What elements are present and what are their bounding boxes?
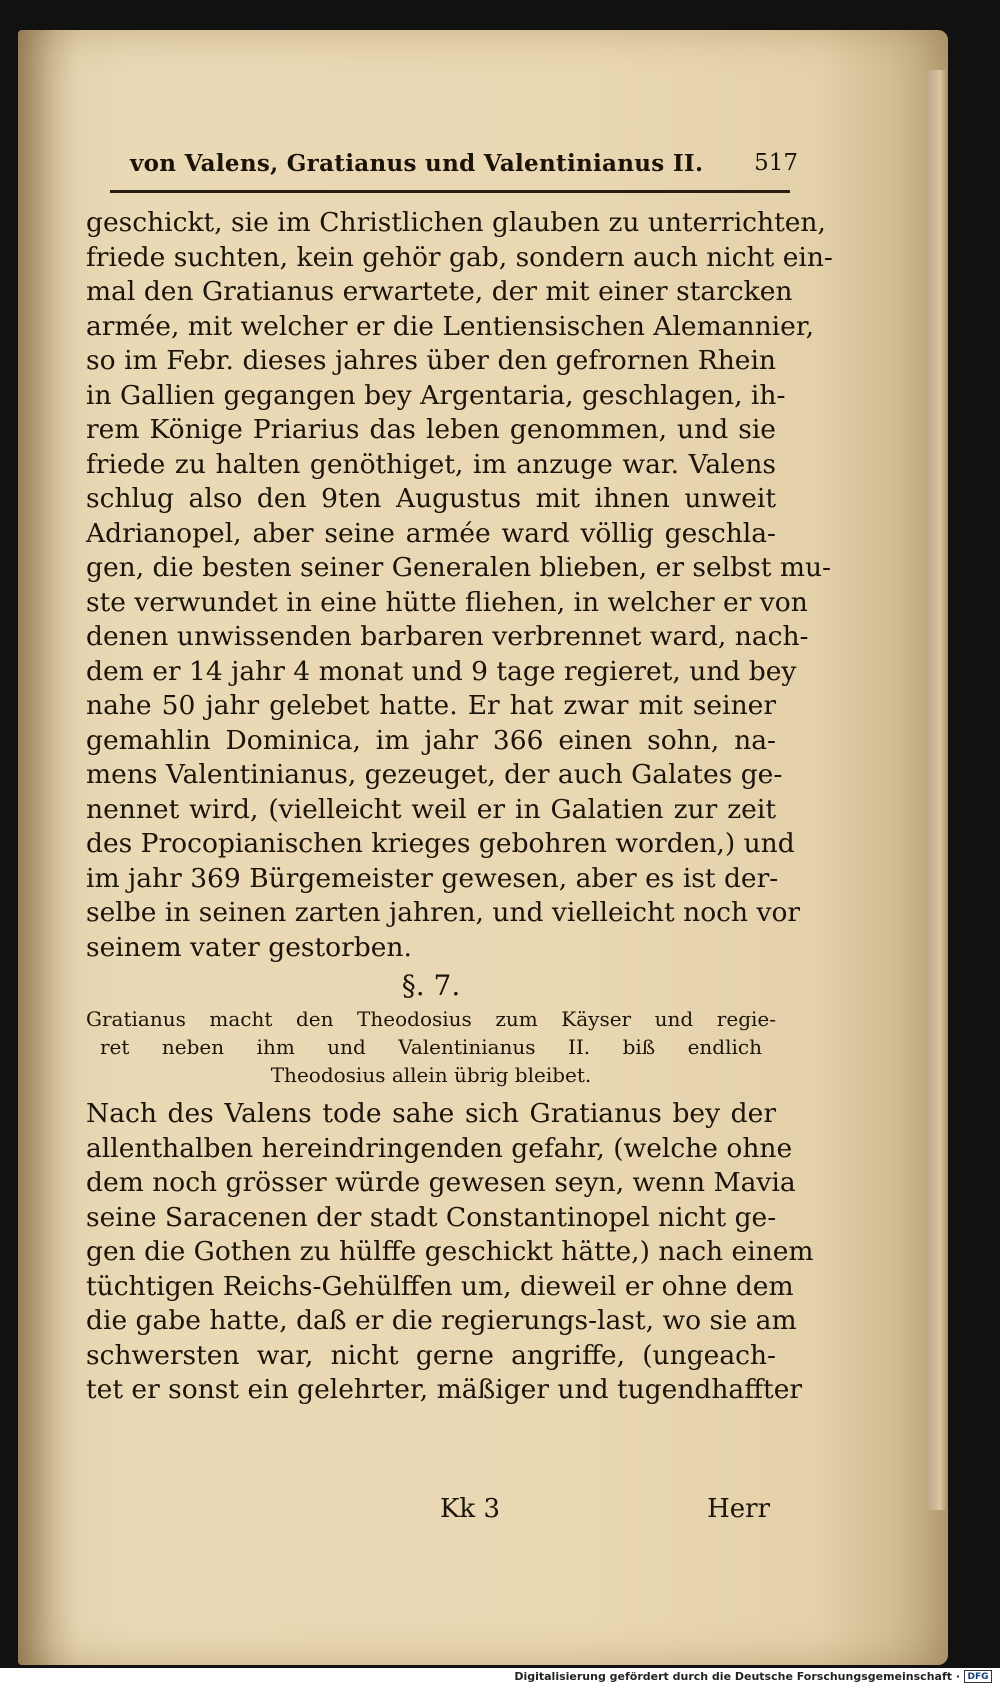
credit-bar [0, 1668, 1000, 1687]
text-line: tüchtigen Reichs-Gehülffen um, dieweil er ohne dem [86, 1270, 794, 1302]
text-line: schwersten war, nicht gerne angriffe, (ungeach- [86, 1339, 776, 1371]
book-page [18, 30, 948, 1665]
text-line: seine Saracenen der stadt Constantinopel nicht ge- [86, 1201, 777, 1233]
text-line: so im Febr. dieses jahres über den gefrornen Rhein [86, 345, 776, 376]
section-summary-line: Gratianus macht den Theodosius zum Käyser und regie- [86, 1007, 776, 1031]
text-line: mal den Gratianus erwartete, der mit einer starcken [86, 276, 793, 307]
text-line: dem er 14 jahr 4 monat und 9 tage regieret, und bey [86, 655, 797, 687]
page-number: 517 [754, 150, 798, 176]
text-line: gen, die besten seiner Generalen blieben, er selbst mu- [86, 552, 831, 583]
text-line: die gabe hatte, daß er die regierungs-last, wo sie am [86, 1305, 797, 1336]
text-line: Nach des Valens tode sahe sich Gratianus bey der [86, 1098, 776, 1129]
page-edge [928, 70, 948, 1510]
text-line: nahe 50 jahr gelebet hatte. Er hat zwar mit seiner [86, 690, 776, 721]
catchword: Herr [707, 1494, 770, 1524]
text-line: im jahr 369 Bürgemeister gewesen, aber es ist der- [86, 862, 779, 894]
text-line: friede zu halten genöthiget, im anzuge war. Valens [86, 448, 776, 480]
text-block [86, 206, 833, 1408]
gutter-shadow [18, 30, 78, 1665]
text-line: armée, mit welcher er die Lentiensischen Alemannier, [86, 310, 814, 342]
text-line: tet er sonst ein gelehrter, mäßiger und tugendhaffter [86, 1374, 803, 1405]
text-line: allenthalben hereindringenden gefahr, (welche ohne [86, 1132, 793, 1164]
text-line: seinem vater gestorben. [86, 931, 412, 963]
credit-text: Digitalisierung gefördert durch die Deutsche Forschungsgemeinschaft · [514, 1670, 960, 1683]
text-line: nennet wird, (vielleicht weil er in Galatien zur zeit [86, 793, 776, 825]
section-summary-line: ret neben ihm und Valentinianus II. biß endlich [100, 1035, 762, 1059]
text-line: geschickt, sie im Christlichen glauben zu unterrichten, [86, 207, 826, 238]
paragraph-continued [86, 206, 833, 965]
section-summary-line: Theodosius allein übrig bleibet. [270, 1063, 592, 1087]
text-line: mens Valentinianus, gezeuget, der auch Galates ge- [86, 759, 783, 790]
section-mark: §. 7. [401, 969, 461, 1002]
text-line: Adrianopel, aber seine armée ward völlig geschla- [86, 517, 776, 549]
text-line: selbe in seinen zarten jahren, und vielleicht noch vor [86, 897, 801, 928]
text-line: des Procopianischen krieges gebohren worden,) und [86, 828, 795, 859]
text-line: friede suchten, kein gehör gab, sondern auch nicht ein- [86, 241, 833, 273]
signature-mark: Kk 3 [440, 1494, 500, 1524]
text-line: dem noch grösser würde gewesen seyn, wenn Mavia [86, 1167, 796, 1198]
header-rule [110, 190, 790, 193]
text-line: rem Könige Priarius das leben genommen, und sie [86, 414, 776, 445]
text-line: gen die Gothen zu hülffe geschickt hätte,) nach einem [86, 1236, 814, 1267]
running-title: von Valens, Gratianus und Valentinianus II. [130, 150, 704, 177]
text-line: in Gallien gegangen bey Argentaria, geschlagen, ih- [86, 379, 786, 411]
text-line: ste verwundet in eine hütte fliehen, in welcher er von [86, 586, 808, 618]
text-line: schlug also den 9ten Augustus mit ihnen unweit [86, 483, 776, 514]
text-line: denen unwissenden barbaren verbrennet ward, nach- [86, 621, 809, 652]
text-line: gemahlin Dominica, im jahr 366 einen sohn, na- [86, 724, 776, 756]
paragraph [86, 1097, 814, 1408]
dfg-logo: DFG [964, 1670, 992, 1683]
section-heading [86, 967, 776, 1097]
page-foot [110, 1494, 790, 1534]
page-header [110, 120, 798, 200]
